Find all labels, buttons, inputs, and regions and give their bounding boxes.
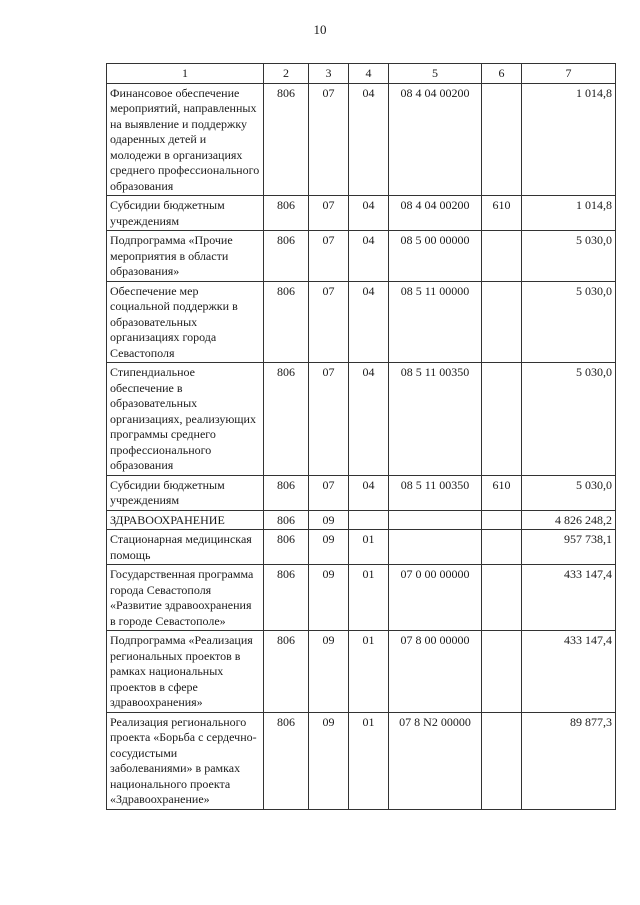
row-section-cell: 09 — [309, 510, 349, 530]
row-code-cell: 806 — [264, 565, 309, 631]
table-body — [107, 83, 616, 809]
row-code-cell: 806 — [264, 712, 309, 809]
row-name-cell: Обеспечение мер социальной поддержки в образовательных организациях города Севастополя — [107, 281, 264, 363]
row-subsection-cell: 01 — [349, 530, 389, 565]
row-expense-type-cell — [482, 363, 522, 476]
row-target-article-cell: 08 5 11 00000 — [389, 281, 482, 363]
row-subsection-cell — [349, 510, 389, 530]
row-section-cell: 07 — [309, 363, 349, 476]
table-row — [107, 510, 616, 530]
row-name-cell: Субсидии бюджетным учреждениям — [107, 475, 264, 510]
row-subsection-cell: 04 — [349, 83, 389, 196]
row-subsection-cell: 04 — [349, 281, 389, 363]
row-expense-type-cell — [482, 530, 522, 565]
row-amount-cell: 5 030,0 — [522, 475, 616, 510]
row-amount-cell: 5 030,0 — [522, 363, 616, 476]
row-expense-type-cell: 610 — [482, 475, 522, 510]
table-row — [107, 363, 616, 476]
row-section-cell: 07 — [309, 231, 349, 282]
row-code-cell: 806 — [264, 196, 309, 231]
row-expense-type-cell — [482, 565, 522, 631]
row-amount-cell: 433 147,4 — [522, 565, 616, 631]
row-target-article-cell: 08 4 04 00200 — [389, 83, 482, 196]
row-code-cell: 806 — [264, 363, 309, 476]
row-expense-type-cell — [482, 281, 522, 363]
row-code-cell: 806 — [264, 510, 309, 530]
row-code-cell: 806 — [264, 231, 309, 282]
row-section-cell: 09 — [309, 712, 349, 809]
row-code-cell: 806 — [264, 631, 309, 713]
row-subsection-cell: 01 — [349, 712, 389, 809]
page-number: 10 — [313, 22, 327, 37]
row-target-article-cell: 07 8 00 00000 — [389, 631, 482, 713]
row-name-cell: Субсидии бюджетным учреждениям — [107, 196, 264, 231]
row-amount-cell: 1 014,8 — [522, 196, 616, 231]
row-expense-type-cell — [482, 231, 522, 282]
row-target-article-cell — [389, 530, 482, 565]
row-subsection-cell: 01 — [349, 565, 389, 631]
table-row — [107, 475, 616, 510]
table-row — [107, 281, 616, 363]
row-name-cell: Реализация регионального проекта «Борьба с сердечно-сосудистыми заболеваниями» в рамках национального проекта «Здравоохранение» — [107, 712, 264, 809]
row-section-cell: 07 — [309, 196, 349, 231]
row-subsection-cell: 01 — [349, 631, 389, 713]
row-code-cell: 806 — [264, 475, 309, 510]
row-target-article-cell: 08 4 04 00200 — [389, 196, 482, 231]
row-name-cell: Финансовое обеспечение мероприятий, направленных на выявление и поддержку одаренных детей и молодежи в организациях среднего профессионального образования — [107, 83, 264, 196]
row-subsection-cell: 04 — [349, 196, 389, 231]
row-amount-cell: 89 877,3 — [522, 712, 616, 809]
row-code-cell: 806 — [264, 83, 309, 196]
column-header: 2 — [264, 64, 309, 84]
row-section-cell: 07 — [309, 83, 349, 196]
row-target-article-cell — [389, 510, 482, 530]
table-row — [107, 231, 616, 282]
row-expense-type-cell — [482, 83, 522, 196]
row-expense-type-cell: 610 — [482, 196, 522, 231]
row-name-cell: ЗДРАВООХРАНЕНИЕ — [107, 510, 264, 530]
row-amount-cell: 433 147,4 — [522, 631, 616, 713]
row-section-cell: 09 — [309, 530, 349, 565]
row-target-article-cell: 08 5 00 00000 — [389, 231, 482, 282]
row-target-article-cell: 08 5 11 00350 — [389, 475, 482, 510]
row-expense-type-cell — [482, 712, 522, 809]
row-code-cell: 806 — [264, 530, 309, 565]
row-subsection-cell: 04 — [349, 363, 389, 476]
row-section-cell: 07 — [309, 281, 349, 363]
row-subsection-cell: 04 — [349, 231, 389, 282]
row-name-cell: Государственная программа города Севастополя «Развитие здравоохранения в городе Севастополе» — [107, 565, 264, 631]
row-target-article-cell: 08 5 11 00350 — [389, 363, 482, 476]
row-target-article-cell: 07 8 N2 00000 — [389, 712, 482, 809]
row-amount-cell: 957 738,1 — [522, 530, 616, 565]
row-expense-type-cell — [482, 510, 522, 530]
budget-table — [106, 63, 616, 810]
row-subsection-cell: 04 — [349, 475, 389, 510]
table-row — [107, 530, 616, 565]
row-amount-cell: 4 826 248,2 — [522, 510, 616, 530]
row-name-cell: Стипендиальное обеспечение в образовательных организациях, реализующих программы среднего профессионального образования — [107, 363, 264, 476]
table-row — [107, 196, 616, 231]
row-expense-type-cell — [482, 631, 522, 713]
table-row — [107, 83, 616, 196]
row-section-cell: 07 — [309, 475, 349, 510]
row-name-cell: Подпрограмма «Прочие мероприятия в области образования» — [107, 231, 264, 282]
row-amount-cell: 5 030,0 — [522, 231, 616, 282]
column-header: 6 — [482, 64, 522, 84]
table-header-row — [107, 64, 616, 84]
row-target-article-cell: 07 0 00 00000 — [389, 565, 482, 631]
row-section-cell: 09 — [309, 631, 349, 713]
column-header: 1 — [107, 64, 264, 84]
row-code-cell: 806 — [264, 281, 309, 363]
column-header: 7 — [522, 64, 616, 84]
row-section-cell: 09 — [309, 565, 349, 631]
row-amount-cell: 1 014,8 — [522, 83, 616, 196]
column-header: 5 — [389, 64, 482, 84]
table-row — [107, 712, 616, 809]
column-header: 4 — [349, 64, 389, 84]
row-name-cell: Стационарная медицинская помощь — [107, 530, 264, 565]
table-row — [107, 631, 616, 713]
column-header: 3 — [309, 64, 349, 84]
row-name-cell: Подпрограмма «Реализация региональных проектов в рамках национальных проектов в сфере здравоохранения» — [107, 631, 264, 713]
row-amount-cell: 5 030,0 — [522, 281, 616, 363]
table-row — [107, 565, 616, 631]
